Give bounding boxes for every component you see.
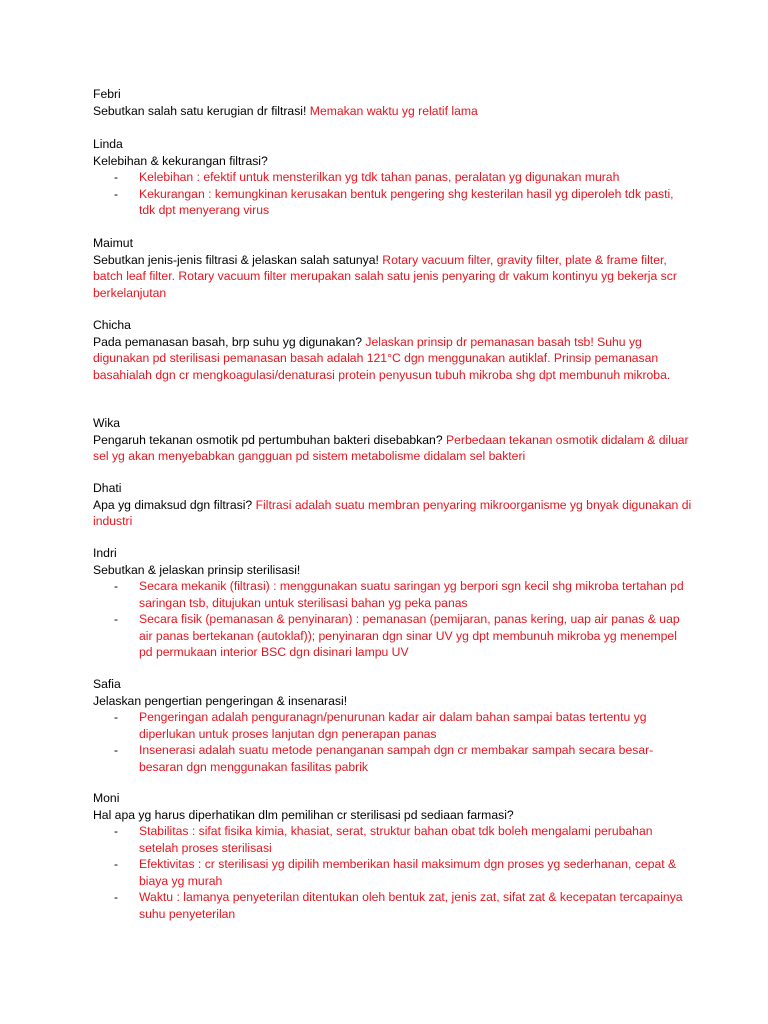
bullet-text: Insenerasi adalah suatu metode penanganan sampah dgn cr membakar sampah secara besar-besaran dgn menggunakan fasilitas pabrik (139, 743, 654, 774)
question: Jelaskan pengertian pengeringan & insenarasi! (93, 693, 348, 708)
entry-text (93, 252, 693, 302)
bullet-dash: - (114, 743, 119, 757)
entry-name: Chicha (93, 318, 131, 332)
entry-wika (93, 415, 693, 465)
bullet-text: Kelebihan : efektif untuk mensterilkan yg tdk tahan panas, peralatan yg digunakan murah (139, 170, 620, 184)
bullet-text: Efektivitas : cr sterilisasi yg dipilih memberikan hasil maksimum dgn proses yg sederhanan, cepat & biaya yg murah (139, 857, 677, 888)
question: Pengaruh tekanan osmotik pd pertumbuhan bakteri disebabkan? (93, 432, 443, 447)
bullet-text: Secara mekanik (filtrasi) : menggunakan suatu saringan yg berpori sgn kecil shg mikroba tertahan pd saringan tsb, ditujukan untuk sterilisasi bahan yg peka panas (139, 579, 684, 610)
entry-moni (93, 790, 693, 922)
answer: Filtrasi adalah suatu membran penyaring mikroorganisme yg bnyak digunakan di industri (93, 497, 692, 528)
list-item (93, 823, 693, 856)
bullet-dash: - (114, 170, 119, 184)
bullet-dash: - (114, 579, 119, 593)
entry-name: Dhati (93, 481, 122, 495)
entry-name: Linda (93, 137, 123, 151)
list-item (93, 186, 693, 219)
bullet-dash: - (114, 890, 119, 904)
entry-name: Febri (93, 87, 121, 101)
entry-indri (93, 545, 693, 661)
list-item (93, 742, 693, 775)
bullet-dash: - (114, 710, 119, 724)
list-item (93, 578, 693, 611)
question: Kelebihan & kekurangan filtrasi? (93, 153, 268, 168)
entry-name: Wika (93, 416, 121, 430)
entry-linda (93, 136, 693, 219)
bullet-dash: - (114, 186, 119, 201)
entry-name: Indri (93, 546, 117, 560)
entry-text (93, 432, 693, 465)
entry-chicha (93, 317, 693, 383)
entry-name: Safia (93, 677, 121, 691)
list-item (93, 169, 693, 186)
question: Sebutkan & jelaskan prinsip sterilisasi! (93, 562, 301, 577)
entry-text (93, 497, 693, 530)
entry-maimut (93, 235, 693, 301)
answer: Perbedaan tekanan osmotik didalam & diluar sel yg akan menyebabkan gangguan pd sistem metabolisme didalam sel bakteri (93, 432, 689, 463)
entry-safia (93, 676, 693, 775)
list-item (93, 856, 693, 889)
list-item (93, 889, 693, 922)
bullet-text: Kekurangan : kemungkinan kerusakan bentuk pengering shg kesterilan hasil yg diperoleh tdk pasti, tdk dpt menyerang virus (139, 186, 674, 217)
question: Apa yg dimaksud dgn filtrasi? (93, 497, 253, 512)
bullet-dash: - (114, 857, 119, 871)
bullet-text: Secara fisik (pemanasan & penyinaran) : pemanasan (pemijaran, panas kering, uap air panas & uap air panas bertekanan (autoklaf)); penyinaran dgn sinar UV yg dpt membunuh mikroba yg menempel pd permukaan interior BSC dgn disinari lampu UV (139, 612, 680, 659)
answer: Rotary vacuum filter, gravity filter, plate & frame filter, batch leaf filter. Rotary vacuum filter merupakan salah satu jenis penyaring dr vakum kontinyu yg bekerja scr berkelanjutan (93, 252, 677, 300)
entry-text (93, 334, 693, 384)
question: Pada pemanasan basah, brp suhu yg digunakan? (93, 334, 363, 349)
bullet-text: Pengeringan adalah penguranagn/penurunan kadar air dalam bahan sampai batas tertentu yg diperlukan untuk proses lanjutan dgn penerapan panas (139, 710, 647, 741)
list-item (93, 611, 693, 661)
entry-dhati (93, 480, 693, 530)
entry-text (93, 103, 693, 120)
list-item (93, 709, 693, 742)
bullet-dash: - (114, 612, 119, 626)
bullet-text: Stabilitas : sifat fisika kimia, khasiat, serat, struktur bahan obat tdk boleh mengalami perubahan setelah proses sterilisasi (139, 824, 653, 855)
answer: Memakan waktu yg relatif lama (309, 103, 478, 118)
entry-name: Moni (93, 791, 120, 805)
question: Sebutkan salah satu kerugian dr filtrasi! (93, 103, 307, 118)
question: Sebutkan jenis-jenis filtrasi & jelaskan salah satunya! (93, 252, 379, 267)
entry-febri (93, 86, 693, 119)
bullet-dash: - (114, 824, 119, 838)
answer: Jelaskan prinsip dr pemanasan basah tsb! Suhu yg digunakan pd sterilisasi pemanasan basah adalah 121°C dgn menggunakan autiklaf. Prinsip pemanasan basahialah dgn cr mengkoagulasi/denaturasi protein penyusun tubuh mikroba shg dpt membunuh mikroba. (93, 334, 671, 382)
entry-name: Maimut (93, 236, 133, 250)
question: Hal apa yg harus diperhatikan dlm pemilihan cr sterilisasi pd sediaan farmasi? (93, 807, 514, 822)
bullet-text: Waktu : lamanya penyeterilan ditentukan oleh bentuk zat, jenis zat, sifat zat & kecepatan tercapainya suhu penyeterilan (139, 890, 683, 921)
